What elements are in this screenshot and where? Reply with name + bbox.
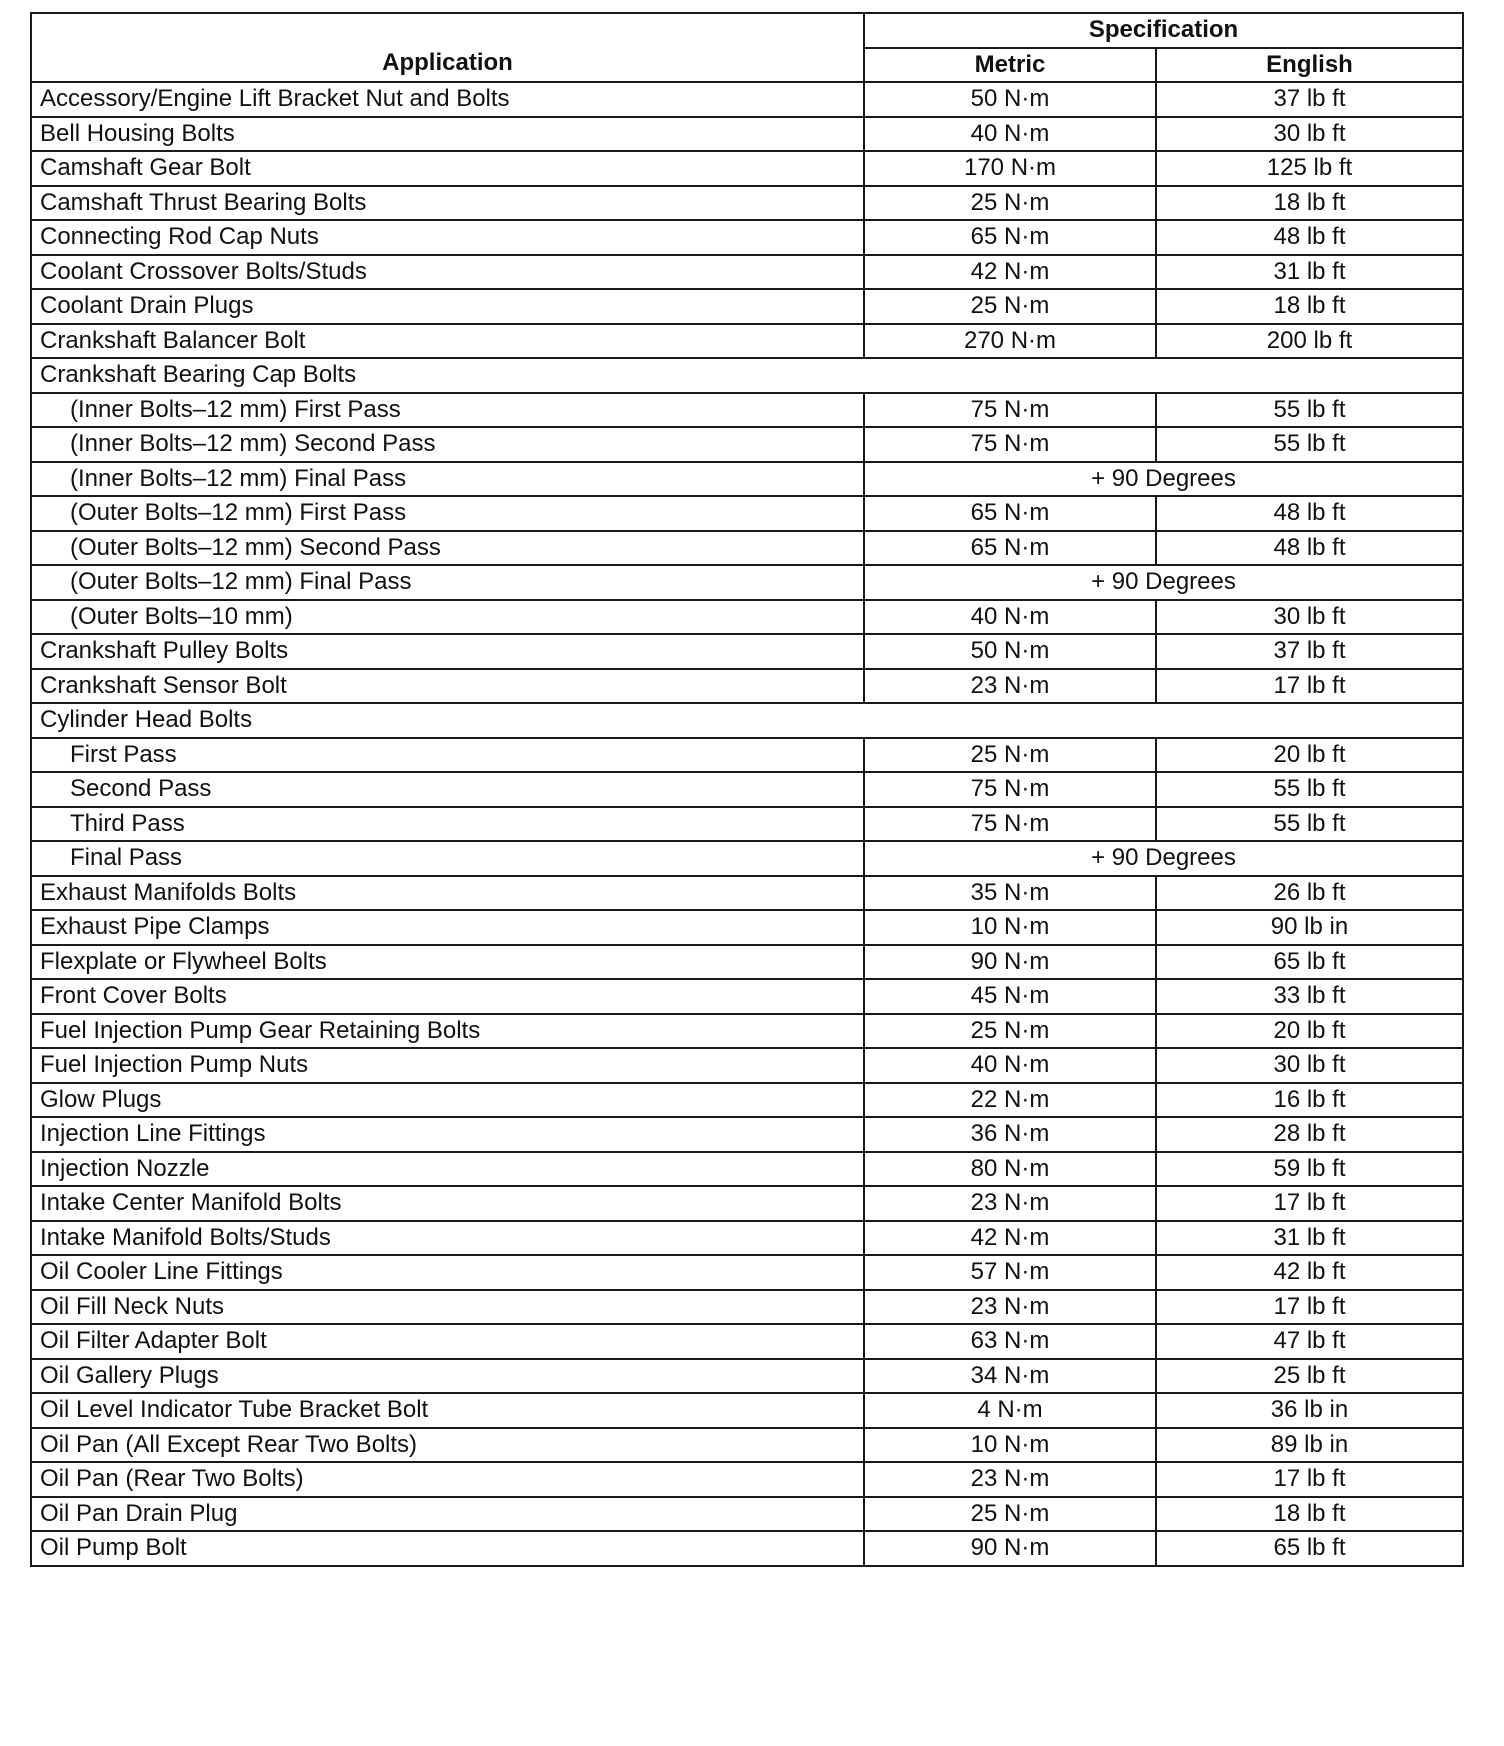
application-cell: Bell Housing Bolts <box>31 117 864 152</box>
table-row <box>31 979 1463 1014</box>
table-row <box>31 462 1463 497</box>
metric-cell: 75 N·m <box>864 393 1156 428</box>
application-cell: Final Pass <box>31 841 864 876</box>
table-row <box>31 255 1463 290</box>
application-cell: Front Cover Bolts <box>31 979 864 1014</box>
application-cell: (Inner Bolts–12 mm) First Pass <box>31 393 864 428</box>
metric-cell: 25 N·m <box>864 738 1156 773</box>
application-cell: Oil Gallery Plugs <box>31 1359 864 1394</box>
metric-cell: 90 N·m <box>864 1531 1156 1566</box>
table-row <box>31 427 1463 462</box>
metric-cell: 50 N·m <box>864 634 1156 669</box>
application-cell: Second Pass <box>31 772 864 807</box>
metric-cell: 23 N·m <box>864 1462 1156 1497</box>
application-cell: Camshaft Gear Bolt <box>31 151 864 186</box>
english-cell: 16 lb ft <box>1156 1083 1463 1118</box>
application-cell: (Outer Bolts–12 mm) Second Pass <box>31 531 864 566</box>
spec-span-cell: + 90 Degrees <box>864 841 1463 876</box>
specification-header: Specification <box>864 13 1463 48</box>
table-header <box>31 13 1463 82</box>
metric-cell: 63 N·m <box>864 1324 1156 1359</box>
metric-cell: 25 N·m <box>864 1497 1156 1532</box>
table-row <box>31 324 1463 359</box>
application-cell: Oil Pan Drain Plug <box>31 1497 864 1532</box>
english-cell: 18 lb ft <box>1156 186 1463 221</box>
english-cell: 31 lb ft <box>1156 1221 1463 1256</box>
english-cell: 90 lb in <box>1156 910 1463 945</box>
english-cell: 65 lb ft <box>1156 945 1463 980</box>
english-cell: 33 lb ft <box>1156 979 1463 1014</box>
metric-cell: 50 N·m <box>864 82 1156 117</box>
english-cell: 30 lb ft <box>1156 117 1463 152</box>
table-row <box>31 807 1463 842</box>
table-row <box>31 910 1463 945</box>
table-row <box>31 531 1463 566</box>
application-cell: (Outer Bolts–12 mm) Final Pass <box>31 565 864 600</box>
table-group-row <box>31 358 1463 393</box>
english-cell: 48 lb ft <box>1156 496 1463 531</box>
application-cell: Fuel Injection Pump Gear Retaining Bolts <box>31 1014 864 1049</box>
metric-cell: 40 N·m <box>864 600 1156 635</box>
metric-cell: 170 N·m <box>864 151 1156 186</box>
metric-header: Metric <box>864 48 1156 83</box>
english-cell: 17 lb ft <box>1156 669 1463 704</box>
table-row <box>31 1290 1463 1325</box>
table-row <box>31 1083 1463 1118</box>
metric-cell: 65 N·m <box>864 220 1156 255</box>
metric-cell: 10 N·m <box>864 1428 1156 1463</box>
table-row <box>31 1048 1463 1083</box>
table-row <box>31 1531 1463 1566</box>
table-row <box>31 1359 1463 1394</box>
application-cell: Cylinder Head Bolts <box>31 703 1463 738</box>
english-cell: 55 lb ft <box>1156 772 1463 807</box>
metric-cell: 4 N·m <box>864 1393 1156 1428</box>
english-cell: 65 lb ft <box>1156 1531 1463 1566</box>
english-cell: 89 lb in <box>1156 1428 1463 1463</box>
english-cell: 26 lb ft <box>1156 876 1463 911</box>
metric-cell: 270 N·m <box>864 324 1156 359</box>
table-row <box>31 945 1463 980</box>
application-cell: (Inner Bolts–12 mm) Final Pass <box>31 462 864 497</box>
application-cell: First Pass <box>31 738 864 773</box>
table-row <box>31 738 1463 773</box>
table-row <box>31 220 1463 255</box>
table-row <box>31 1324 1463 1359</box>
metric-cell: 57 N·m <box>864 1255 1156 1290</box>
table-row <box>31 565 1463 600</box>
application-cell: Injection Line Fittings <box>31 1117 864 1152</box>
application-cell: Oil Fill Neck Nuts <box>31 1290 864 1325</box>
application-cell: Crankshaft Pulley Bolts <box>31 634 864 669</box>
table-row <box>31 1462 1463 1497</box>
english-cell: 125 lb ft <box>1156 151 1463 186</box>
metric-cell: 42 N·m <box>864 255 1156 290</box>
english-cell: 31 lb ft <box>1156 255 1463 290</box>
table-row <box>31 393 1463 428</box>
table-row <box>31 82 1463 117</box>
application-cell: Flexplate or Flywheel Bolts <box>31 945 864 980</box>
metric-cell: 23 N·m <box>864 1290 1156 1325</box>
english-cell: 17 lb ft <box>1156 1186 1463 1221</box>
english-cell: 18 lb ft <box>1156 1497 1463 1532</box>
application-cell: Crankshaft Balancer Bolt <box>31 324 864 359</box>
english-cell: 48 lb ft <box>1156 531 1463 566</box>
table-row <box>31 289 1463 324</box>
metric-cell: 34 N·m <box>864 1359 1156 1394</box>
application-cell: Oil Pan (All Except Rear Two Bolts) <box>31 1428 864 1463</box>
application-cell: (Outer Bolts–10 mm) <box>31 600 864 635</box>
application-cell: Crankshaft Bearing Cap Bolts <box>31 358 1463 393</box>
torque-spec-table <box>30 12 1464 1567</box>
application-cell: Oil Pan (Rear Two Bolts) <box>31 1462 864 1497</box>
metric-cell: 65 N·m <box>864 531 1156 566</box>
english-cell: 59 lb ft <box>1156 1152 1463 1187</box>
application-cell: Coolant Crossover Bolts/Studs <box>31 255 864 290</box>
metric-cell: 40 N·m <box>864 117 1156 152</box>
application-cell: Injection Nozzle <box>31 1152 864 1187</box>
english-cell: 20 lb ft <box>1156 1014 1463 1049</box>
metric-cell: 45 N·m <box>864 979 1156 1014</box>
metric-cell: 65 N·m <box>864 496 1156 531</box>
application-cell: Third Pass <box>31 807 864 842</box>
application-cell: Fuel Injection Pump Nuts <box>31 1048 864 1083</box>
table-group-row <box>31 703 1463 738</box>
application-cell: Exhaust Pipe Clamps <box>31 910 864 945</box>
table-row <box>31 1428 1463 1463</box>
table-row <box>31 1221 1463 1256</box>
application-cell: Accessory/Engine Lift Bracket Nut and Bolts <box>31 82 864 117</box>
metric-cell: 75 N·m <box>864 807 1156 842</box>
english-cell: 30 lb ft <box>1156 1048 1463 1083</box>
table-row <box>31 841 1463 876</box>
metric-cell: 35 N·m <box>864 876 1156 911</box>
metric-cell: 22 N·m <box>864 1083 1156 1118</box>
table-row <box>31 1152 1463 1187</box>
english-cell: 55 lb ft <box>1156 427 1463 462</box>
metric-cell: 25 N·m <box>864 186 1156 221</box>
table-row <box>31 151 1463 186</box>
metric-cell: 23 N·m <box>864 1186 1156 1221</box>
english-cell: 47 lb ft <box>1156 1324 1463 1359</box>
metric-cell: 75 N·m <box>864 427 1156 462</box>
english-cell: 37 lb ft <box>1156 82 1463 117</box>
english-cell: 200 lb ft <box>1156 324 1463 359</box>
spec-span-cell: + 90 Degrees <box>864 462 1463 497</box>
english-cell: 17 lb ft <box>1156 1290 1463 1325</box>
table-row <box>31 772 1463 807</box>
application-cell: Coolant Drain Plugs <box>31 289 864 324</box>
application-cell: Oil Level Indicator Tube Bracket Bolt <box>31 1393 864 1428</box>
table-row <box>31 1014 1463 1049</box>
table-row <box>31 496 1463 531</box>
english-cell: 36 lb in <box>1156 1393 1463 1428</box>
metric-cell: 25 N·m <box>864 289 1156 324</box>
english-cell: 30 lb ft <box>1156 600 1463 635</box>
spec-span-cell: + 90 Degrees <box>864 565 1463 600</box>
table-row <box>31 876 1463 911</box>
english-cell: 17 lb ft <box>1156 1462 1463 1497</box>
english-cell: 25 lb ft <box>1156 1359 1463 1394</box>
table-row <box>31 600 1463 635</box>
metric-cell: 42 N·m <box>864 1221 1156 1256</box>
metric-cell: 10 N·m <box>864 910 1156 945</box>
application-cell: Glow Plugs <box>31 1083 864 1118</box>
application-cell: Connecting Rod Cap Nuts <box>31 220 864 255</box>
application-cell: Oil Cooler Line Fittings <box>31 1255 864 1290</box>
table-row <box>31 1255 1463 1290</box>
application-cell: Camshaft Thrust Bearing Bolts <box>31 186 864 221</box>
application-cell: Exhaust Manifolds Bolts <box>31 876 864 911</box>
metric-cell: 23 N·m <box>864 669 1156 704</box>
application-cell: Oil Pump Bolt <box>31 1531 864 1566</box>
table-row <box>31 186 1463 221</box>
table-row <box>31 1497 1463 1532</box>
table-row <box>31 1186 1463 1221</box>
english-cell: 37 lb ft <box>1156 634 1463 669</box>
metric-cell: 80 N·m <box>864 1152 1156 1187</box>
table-row <box>31 117 1463 152</box>
metric-cell: 90 N·m <box>864 945 1156 980</box>
application-cell: Oil Filter Adapter Bolt <box>31 1324 864 1359</box>
english-cell: 28 lb ft <box>1156 1117 1463 1152</box>
table-row <box>31 1117 1463 1152</box>
table-row <box>31 634 1463 669</box>
english-cell: 48 lb ft <box>1156 220 1463 255</box>
application-cell: Intake Center Manifold Bolts <box>31 1186 864 1221</box>
english-cell: 20 lb ft <box>1156 738 1463 773</box>
english-cell: 55 lb ft <box>1156 807 1463 842</box>
application-cell: (Inner Bolts–12 mm) Second Pass <box>31 427 864 462</box>
english-cell: 55 lb ft <box>1156 393 1463 428</box>
table-body <box>31 82 1463 1566</box>
metric-cell: 40 N·m <box>864 1048 1156 1083</box>
metric-cell: 75 N·m <box>864 772 1156 807</box>
english-cell: 42 lb ft <box>1156 1255 1463 1290</box>
application-cell: (Outer Bolts–12 mm) First Pass <box>31 496 864 531</box>
english-header: English <box>1156 48 1463 83</box>
table-row <box>31 669 1463 704</box>
table-row <box>31 1393 1463 1428</box>
english-cell: 18 lb ft <box>1156 289 1463 324</box>
metric-cell: 36 N·m <box>864 1117 1156 1152</box>
application-header: Application <box>31 13 864 82</box>
application-cell: Crankshaft Sensor Bolt <box>31 669 864 704</box>
application-cell: Intake Manifold Bolts/Studs <box>31 1221 864 1256</box>
metric-cell: 25 N·m <box>864 1014 1156 1049</box>
